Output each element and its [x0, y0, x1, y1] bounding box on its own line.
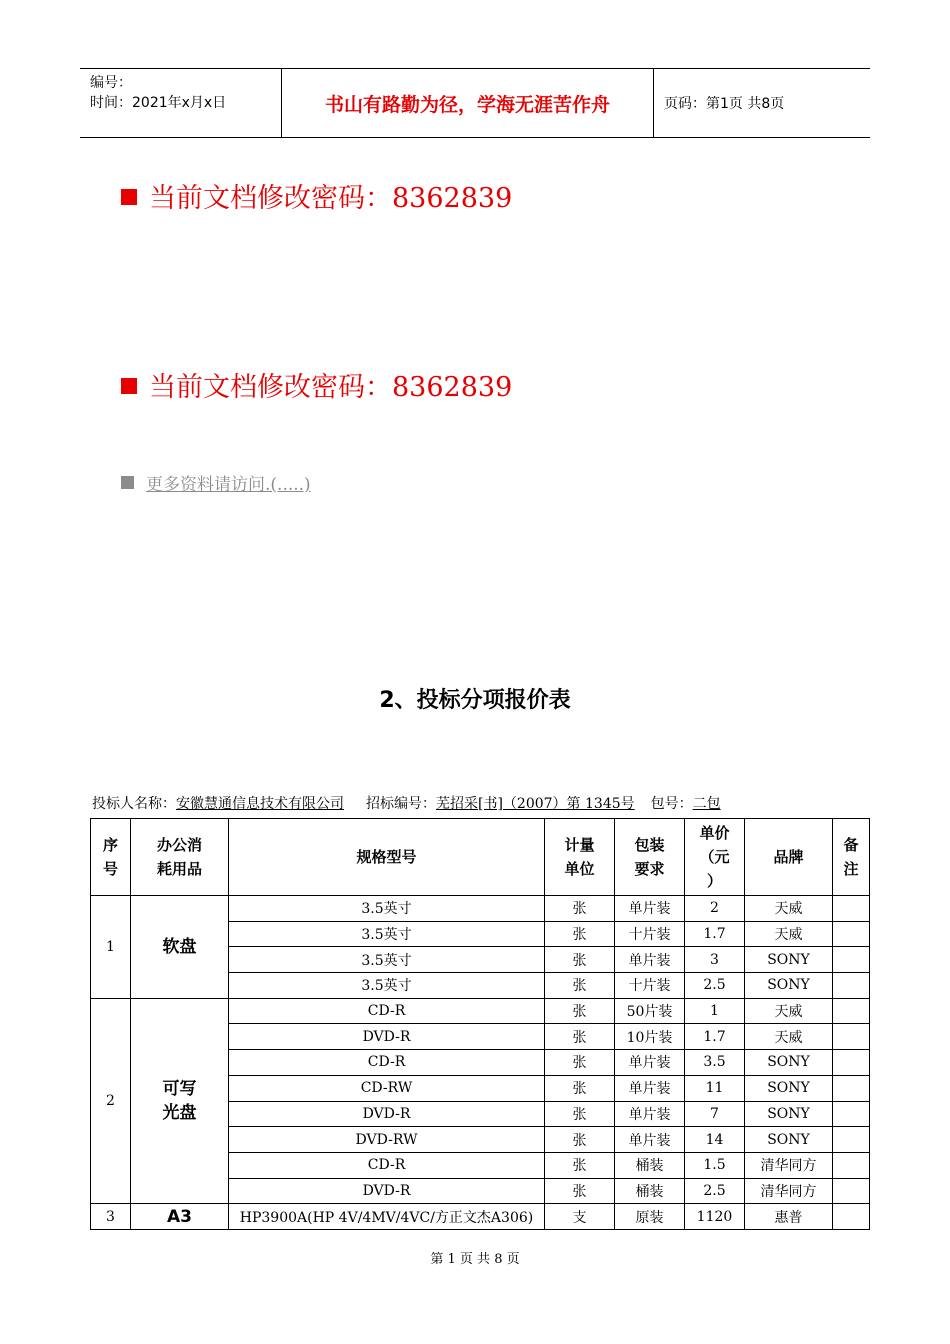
header-item: 办公消 耗用品 [131, 819, 229, 896]
page-header [80, 68, 870, 138]
cell-note [833, 1024, 870, 1050]
doc-time-label: 时间：2021年x月x日 [90, 95, 227, 111]
cell-price: 1 [685, 998, 745, 1024]
header-brand: 品牌 [745, 819, 833, 896]
cell-price: 2.5 [685, 1178, 745, 1204]
header-note: 备 注 [833, 819, 870, 896]
password-text: 当前文档修改密码：8362839 [149, 372, 513, 403]
header-motto: 书山有路勤为径，学海无涯苦作舟 [282, 69, 654, 137]
bullet-square-icon [121, 189, 137, 205]
bidder-name-label: 投标人名称： [92, 796, 176, 812]
lot-number: 二包 [692, 796, 721, 812]
doc-number-label: 编号： [90, 75, 132, 91]
cell-note [833, 998, 870, 1024]
cell-price: 11 [685, 1075, 745, 1101]
row-seq: 2 [91, 998, 131, 1204]
row-seq: 3 [91, 1204, 131, 1230]
cell-unit: 张 [545, 1075, 615, 1101]
table-row [91, 998, 870, 1024]
cell-price: 7 [685, 1101, 745, 1127]
cell-pack: 单片装 [615, 1101, 685, 1127]
cell-brand: SONY [745, 1050, 833, 1076]
cell-spec: CD-RW [229, 1075, 545, 1101]
cell-pack: 原装 [615, 1204, 685, 1230]
cell-unit: 张 [545, 1101, 615, 1127]
password-text: 当前文档修改密码：8362839 [149, 183, 513, 214]
category-label: 可写 [162, 1079, 197, 1099]
cell-brand: 天威 [745, 998, 833, 1024]
bullet-square-icon [121, 476, 134, 489]
cell-price: 2 [685, 896, 745, 922]
cell-unit: 张 [545, 973, 615, 999]
cell-spec: 3.5英寸 [229, 896, 545, 922]
cell-note [833, 1127, 870, 1153]
cell-pack: 单片装 [615, 1127, 685, 1153]
more-info-link[interactable]: 更多资料请访问.(.....) [146, 475, 311, 495]
cell-price: 14 [685, 1127, 745, 1153]
row-category [131, 1204, 229, 1230]
page-footer: 第 1 页 共 8 页 [430, 1252, 520, 1267]
category-label: A3 [167, 1206, 192, 1227]
table-header-row [91, 819, 870, 896]
cell-brand: SONY [745, 947, 833, 973]
row-seq: 1 [91, 896, 131, 999]
cell-unit: 张 [545, 1152, 615, 1178]
cell-spec: 3.5英寸 [229, 973, 545, 999]
cell-note [833, 1178, 870, 1204]
cell-unit: 张 [545, 1024, 615, 1050]
cell-unit: 张 [545, 947, 615, 973]
cell-price: 3 [685, 947, 745, 973]
table-row [91, 896, 870, 922]
tender-number-label: 招标编号： [366, 796, 436, 812]
cell-spec: DVD-R [229, 1024, 545, 1050]
cell-pack: 10片装 [615, 1024, 685, 1050]
cell-unit: 张 [545, 921, 615, 947]
cell-unit: 张 [545, 998, 615, 1024]
password-notice [121, 365, 512, 404]
cell-brand: 惠普 [745, 1204, 833, 1230]
cell-unit: 支 [545, 1204, 615, 1230]
header-price: 单价 （元 ） [685, 819, 745, 896]
cell-spec: CD-R [229, 998, 545, 1024]
header-info [80, 69, 282, 137]
cell-brand: SONY [745, 1075, 833, 1101]
cell-spec: CD-R [229, 1152, 545, 1178]
cell-brand: 清华同方 [745, 1152, 833, 1178]
cell-brand: 天威 [745, 1024, 833, 1050]
cell-note [833, 1101, 870, 1127]
cell-pack: 单片装 [615, 896, 685, 922]
cell-spec: DVD-R [229, 1178, 545, 1204]
category-label: 光盘 [162, 1103, 197, 1123]
cell-spec: DVD-RW [229, 1127, 545, 1153]
cell-price: 2.5 [685, 973, 745, 999]
cell-unit: 张 [545, 1050, 615, 1076]
cell-spec: 3.5英寸 [229, 947, 545, 973]
bidder-name: 安徽慧通信息技术有限公司 [176, 796, 344, 812]
cell-brand: SONY [745, 973, 833, 999]
cell-note [833, 973, 870, 999]
header-spec: 规格型号 [229, 819, 545, 896]
cell-unit: 张 [545, 1178, 615, 1204]
cell-pack: 单片装 [615, 1050, 685, 1076]
cell-pack: 单片装 [615, 947, 685, 973]
cell-pack: 桶装 [615, 1152, 685, 1178]
more-info-line [121, 470, 311, 495]
cell-spec: HP3900A(HP 4V/4MV/4VC/方正文杰A306) [229, 1204, 545, 1230]
cell-pack: 桶装 [615, 1178, 685, 1204]
cell-pack: 十片装 [615, 973, 685, 999]
lot-label: 包号： [650, 796, 693, 812]
cell-note [833, 1204, 870, 1230]
row-category [131, 896, 229, 999]
category-label: 软盘 [162, 936, 197, 957]
cell-price: 1.5 [685, 1152, 745, 1178]
section-title: 2、投标分项报价表 [379, 688, 571, 713]
cell-note [833, 947, 870, 973]
cell-note [833, 1050, 870, 1076]
cell-note [833, 1152, 870, 1178]
bullet-square-icon [121, 378, 137, 394]
header-page-info: 页码：第1页 共8页 [664, 96, 785, 112]
bidder-info [92, 793, 721, 813]
cell-note [833, 896, 870, 922]
cell-brand: SONY [745, 1127, 833, 1153]
cell-price: 1.7 [685, 1024, 745, 1050]
cell-price: 1.7 [685, 921, 745, 947]
cell-price: 3.5 [685, 1050, 745, 1076]
cell-brand: SONY [745, 1101, 833, 1127]
header-unit: 计量 单位 [545, 819, 615, 896]
row-category [131, 998, 229, 1204]
password-notice [121, 176, 512, 215]
tender-number: 芜招采[书]（2007）第 1345号 [436, 796, 635, 812]
header-seq: 序 号 [91, 819, 131, 896]
cell-pack: 单片装 [615, 1075, 685, 1101]
cell-note [833, 921, 870, 947]
cell-note [833, 1075, 870, 1101]
cell-spec: DVD-R [229, 1101, 545, 1127]
table-row [91, 1204, 870, 1230]
cell-spec: 3.5英寸 [229, 921, 545, 947]
cell-spec: CD-R [229, 1050, 545, 1076]
cell-unit: 张 [545, 896, 615, 922]
cell-unit: 张 [545, 1127, 615, 1153]
cell-brand: 天威 [745, 896, 833, 922]
cell-brand: 清华同方 [745, 1178, 833, 1204]
cell-pack: 50片装 [615, 998, 685, 1024]
cell-brand: 天威 [745, 921, 833, 947]
quote-table [90, 818, 870, 1230]
cell-price: 1120 [685, 1204, 745, 1230]
header-pack: 包装 要求 [615, 819, 685, 896]
cell-pack: 十片装 [615, 921, 685, 947]
